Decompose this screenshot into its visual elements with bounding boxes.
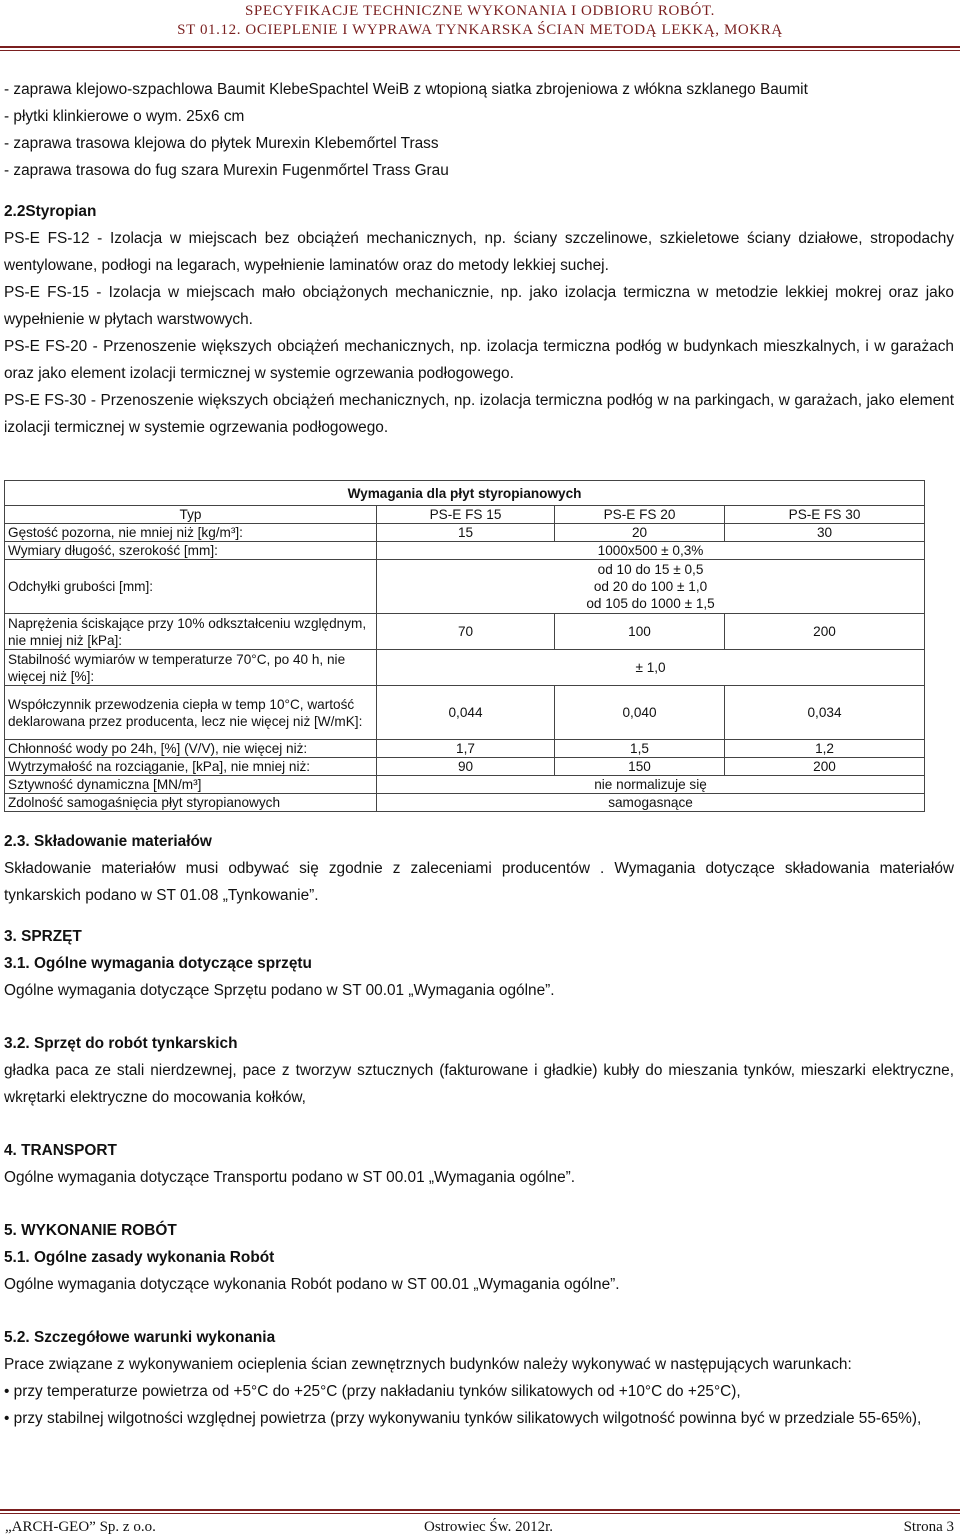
styropian-fs30: PS-E FS-30 - Przenoszenie większych obciążeń mechanicznych, np. izolacja termiczna podłóg w na parkingach, w garażach, jako element izolacji termicznej w systemie ogrzewania podłogowego. bbox=[4, 392, 954, 436]
table-cell: 200 bbox=[725, 758, 925, 776]
table-row bbox=[5, 650, 925, 686]
table-row bbox=[5, 740, 925, 758]
section-heading-3-2: 3.2. Sprzęt do robót tynkarskich bbox=[4, 1035, 238, 1052]
header-title: SPECYFIKACJE TECHNICZNE WYKONANIA I ODBIORU ROBÓT. bbox=[244, 3, 715, 19]
material-line: - zaprawa trasowa do fug szara Murexin Fugenmőrtel Trass Grau bbox=[4, 162, 449, 179]
table-row-label: Wymiary długość, szerokość [mm]: bbox=[5, 542, 377, 560]
table-row bbox=[5, 524, 925, 542]
styrofoam-requirements-table bbox=[4, 480, 924, 824]
styropian-fs12: PS-E FS-12 - Izolacja w miejscach bez obciążeń mechanicznych, np. ściany szczelinowe, szkieletowe ściany działowe, stropodachy wentylowane, podłogi na legarach, wypełnienie laminatów oraz do metody lekkiej suchej. bbox=[4, 230, 954, 274]
section-text-4: Ogólne wymagania dotyczące Transportu podano w ST 00.01 „Wymagania ogólne”. bbox=[4, 1169, 576, 1186]
table-cell-shared: od 10 do 15 ± 0,5 od 20 do 100 ± 1,0 od 105 do 1000 ± 1,5 bbox=[377, 560, 925, 614]
condition-bullet: • przy stabilnej wilgotności względnej powietrza (przy wykonywaniu tynków silikatowych wilgotność powinna być w przedziale 55-65%), bbox=[4, 1410, 922, 1427]
table-cell-shared: nie normalizuje się bbox=[377, 776, 925, 794]
table-cell: 1,7 bbox=[377, 740, 555, 758]
footer-company: „ARCH-GEO” Sp. z o.o. bbox=[5, 1519, 156, 1535]
table-cell: 20 bbox=[555, 524, 725, 542]
table-header-cell: PS-E FS 20 bbox=[555, 506, 725, 524]
table-row-label: Stabilność wymiarów w temperaturze 70°C, po 40 h, nie więcej niż [%]: bbox=[5, 650, 377, 686]
section-text-5-1: Ogólne wymagania dotyczące wykonania Robót podano w ST 00.01 „Wymagania ogólne”. bbox=[4, 1276, 620, 1293]
table-cell-shared: ± 1,0 bbox=[377, 650, 925, 686]
footer-place-date: Ostrowiec Św. 2012r. bbox=[424, 1519, 554, 1535]
table-cell: 150 bbox=[555, 758, 725, 776]
section-heading-5: 5. WYKONANIE ROBÓT bbox=[4, 1222, 177, 1239]
table-header-cell: PS-E FS 15 bbox=[377, 506, 555, 524]
table-row bbox=[5, 560, 925, 614]
table-row bbox=[5, 794, 925, 812]
table-cell-shared: 1000x500 ± 0,3% bbox=[377, 542, 925, 560]
page-body-top bbox=[4, 76, 954, 441]
table-row-label: Naprężenia ściskające przy 10% odkształceniu względnym, nie mniej niż [kPa]: bbox=[5, 614, 377, 650]
material-line: - zaprawa klejowo-szpachlowa Baumit KlebeSpachtel WeiB z wtopioną siatka zbrojeniowa z włókna szklanego Baumit bbox=[4, 81, 808, 98]
table-header-cell: PS-E FS 30 bbox=[725, 506, 925, 524]
table-row-label: Zdolność samogaśnięcia płyt styropianowych bbox=[5, 794, 377, 812]
table-cell: 100 bbox=[555, 614, 725, 650]
table-row bbox=[5, 542, 925, 560]
section-heading-styropian: 2.2Styropian bbox=[4, 203, 97, 220]
section-text-5-2: Prace związane z wykonywaniem ocieplenia ścian zewnętrznych budynków należy wykonywać w następujących warunkach: bbox=[4, 1356, 852, 1373]
table-cell: 0,034 bbox=[725, 686, 925, 740]
table-cell: 200 bbox=[725, 614, 925, 650]
footer-page-number: Strona 3 bbox=[903, 1519, 954, 1535]
page-body-bottom bbox=[4, 828, 954, 1432]
table-row-label: Odchyłki grubości [mm]: bbox=[5, 560, 377, 614]
table-cell: 70 bbox=[377, 614, 555, 650]
condition-bullet: • przy temperaturze powietrza od +5°C do +25°C (przy nakładaniu tynków silikatowych od +10°C do +25°C), bbox=[4, 1383, 741, 1400]
table-row-label: Sztywność dynamiczna [MN/m³] bbox=[5, 776, 377, 794]
table-cell: 30 bbox=[725, 524, 925, 542]
page-header bbox=[0, 0, 960, 40]
table-row bbox=[5, 686, 925, 740]
table-row bbox=[5, 614, 925, 650]
styropian-fs20: PS-E FS-20 - Przenoszenie większych obciążeń mechanicznych, np. izolacja termiczna podłóg w budynkach mieszkalnych, i w garażach oraz jako element izolacji termicznej w systemie ogrzewania podłogowego. bbox=[4, 338, 954, 382]
styropian-fs15: PS-E FS-15 - Izolacja w miejscach mało obciążonych mechanicznie, np. jako izolacja termiczna w metodzie lekkiej mokrej oraz jako wypełnienie w płytach warstwowych. bbox=[4, 284, 954, 328]
page-footer bbox=[0, 1519, 960, 1539]
table-cell: 1,2 bbox=[725, 740, 925, 758]
table-cell: 90 bbox=[377, 758, 555, 776]
section-text-3-1: Ogólne wymagania dotyczące Sprzętu podano w ST 00.01 „Wymagania ogólne”. bbox=[4, 982, 555, 999]
header-subtitle: ST 01.12. OCIEPLENIE I WYPRAWA TYNKARSKA ŚCIAN METODĄ LEKKĄ, MOKRĄ bbox=[177, 22, 783, 38]
table-row bbox=[5, 758, 925, 776]
section-heading-5-1: 5.1. Ogólne zasady wykonania Robót bbox=[4, 1249, 275, 1266]
section-heading-3: 3. SPRZĘT bbox=[4, 928, 82, 945]
material-line: - zaprawa trasowa klejowa do płytek Murexin Klebemőrtel Trass bbox=[4, 135, 439, 152]
material-line: - płytki klinkierowe o wym. 25x6 cm bbox=[4, 108, 245, 125]
table-cell: 0,040 bbox=[555, 686, 725, 740]
section-heading-5-2: 5.2. Szczegółowe warunki wykonania bbox=[4, 1329, 276, 1346]
header-divider bbox=[0, 46, 960, 48]
table-row-label: Chłonność wody po 24h, [%] (V/V), nie więcej niż: bbox=[5, 740, 377, 758]
section-heading-4: 4. TRANSPORT bbox=[4, 1142, 117, 1159]
table-title: Wymagania dla płyt styropianowych bbox=[5, 481, 925, 506]
section-text-3-2: gładka paca ze stali nierdzewnej, pace z tworzyw sztucznych (fakturowane i gładkie) kubły do mieszania tynków, mieszarki elektryczne, wkrętarki elektryczne do mocowania kołków, bbox=[4, 1062, 954, 1106]
footer-divider-thin bbox=[0, 1513, 960, 1514]
section-text-2-3: Składowanie materiałów musi odbywać się zgodnie z zaleceniami producentów . Wymagania dotyczące składowania materiałów tynkarskich podano w ST 01.08 „Tynkowanie”. bbox=[4, 860, 954, 904]
header-divider-thin bbox=[0, 50, 960, 51]
section-heading-3-1: 3.1. Ogólne wymagania dotyczące sprzętu bbox=[4, 955, 312, 972]
table-cell: 1,5 bbox=[555, 740, 725, 758]
table-cell-shared: samogasnące bbox=[377, 794, 925, 812]
section-heading-2-3: 2.3. Składowanie materiałów bbox=[4, 833, 212, 850]
table-header-cell: Typ bbox=[5, 506, 377, 524]
table-row-label: Współczynnik przewodzenia ciepła w temp 10°C, wartość deklarowana przez producenta, lecz nie więcej niż [W/mK]: bbox=[5, 686, 377, 740]
table-row-label: Wytrzymałość na rozciąganie, [kPa], nie mniej niż: bbox=[5, 758, 377, 776]
table-row bbox=[5, 776, 925, 794]
table-row-label: Gęstość pozorna, nie mniej niż [kg/m³]: bbox=[5, 524, 377, 542]
table-cell: 15 bbox=[377, 524, 555, 542]
footer-divider bbox=[0, 1509, 960, 1511]
table-cell: 0,044 bbox=[377, 686, 555, 740]
